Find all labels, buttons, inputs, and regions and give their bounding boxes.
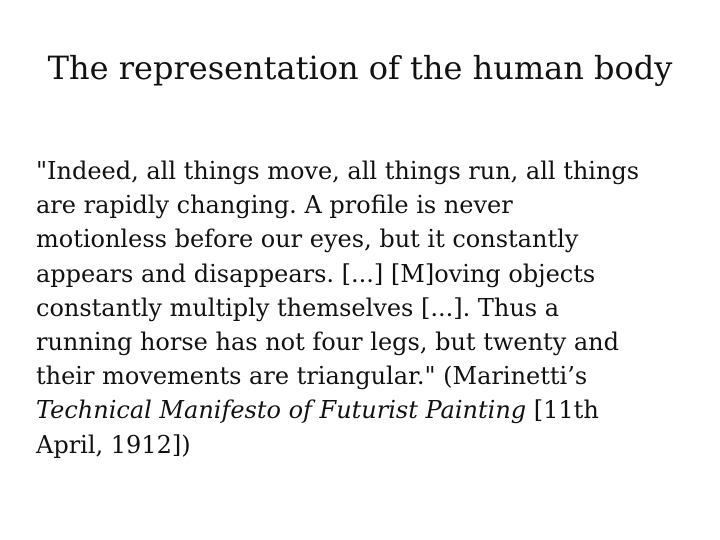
source-date-start: [11th — [533, 396, 599, 425]
quote-line-1: "Indeed, all things move, all things run, all things — [36, 157, 640, 185]
quote-block — [36, 154, 711, 462]
quote-line-4: appears and disappears. [...] [M]oving objects — [36, 259, 596, 288]
quote-line-3: motionless before our eyes, but it constantly — [36, 225, 579, 254]
source-title: Technical Manifesto of Futurist Painting — [36, 396, 527, 425]
quote-line-5: constantly multiply themselves [...]. Thus a — [36, 293, 560, 322]
quote-line-6: running horse has not four legs, but twenty and — [36, 328, 619, 357]
source-date-line: April, 1912]) — [36, 430, 191, 459]
quote-line-7: their movements are triangular." (Marinetti’s — [36, 362, 588, 391]
slide-title: The representation of the human body — [47, 49, 673, 87]
quote-line-2: are rapidly changing. A profile is never — [36, 191, 513, 220]
source-citation-line — [36, 393, 711, 427]
